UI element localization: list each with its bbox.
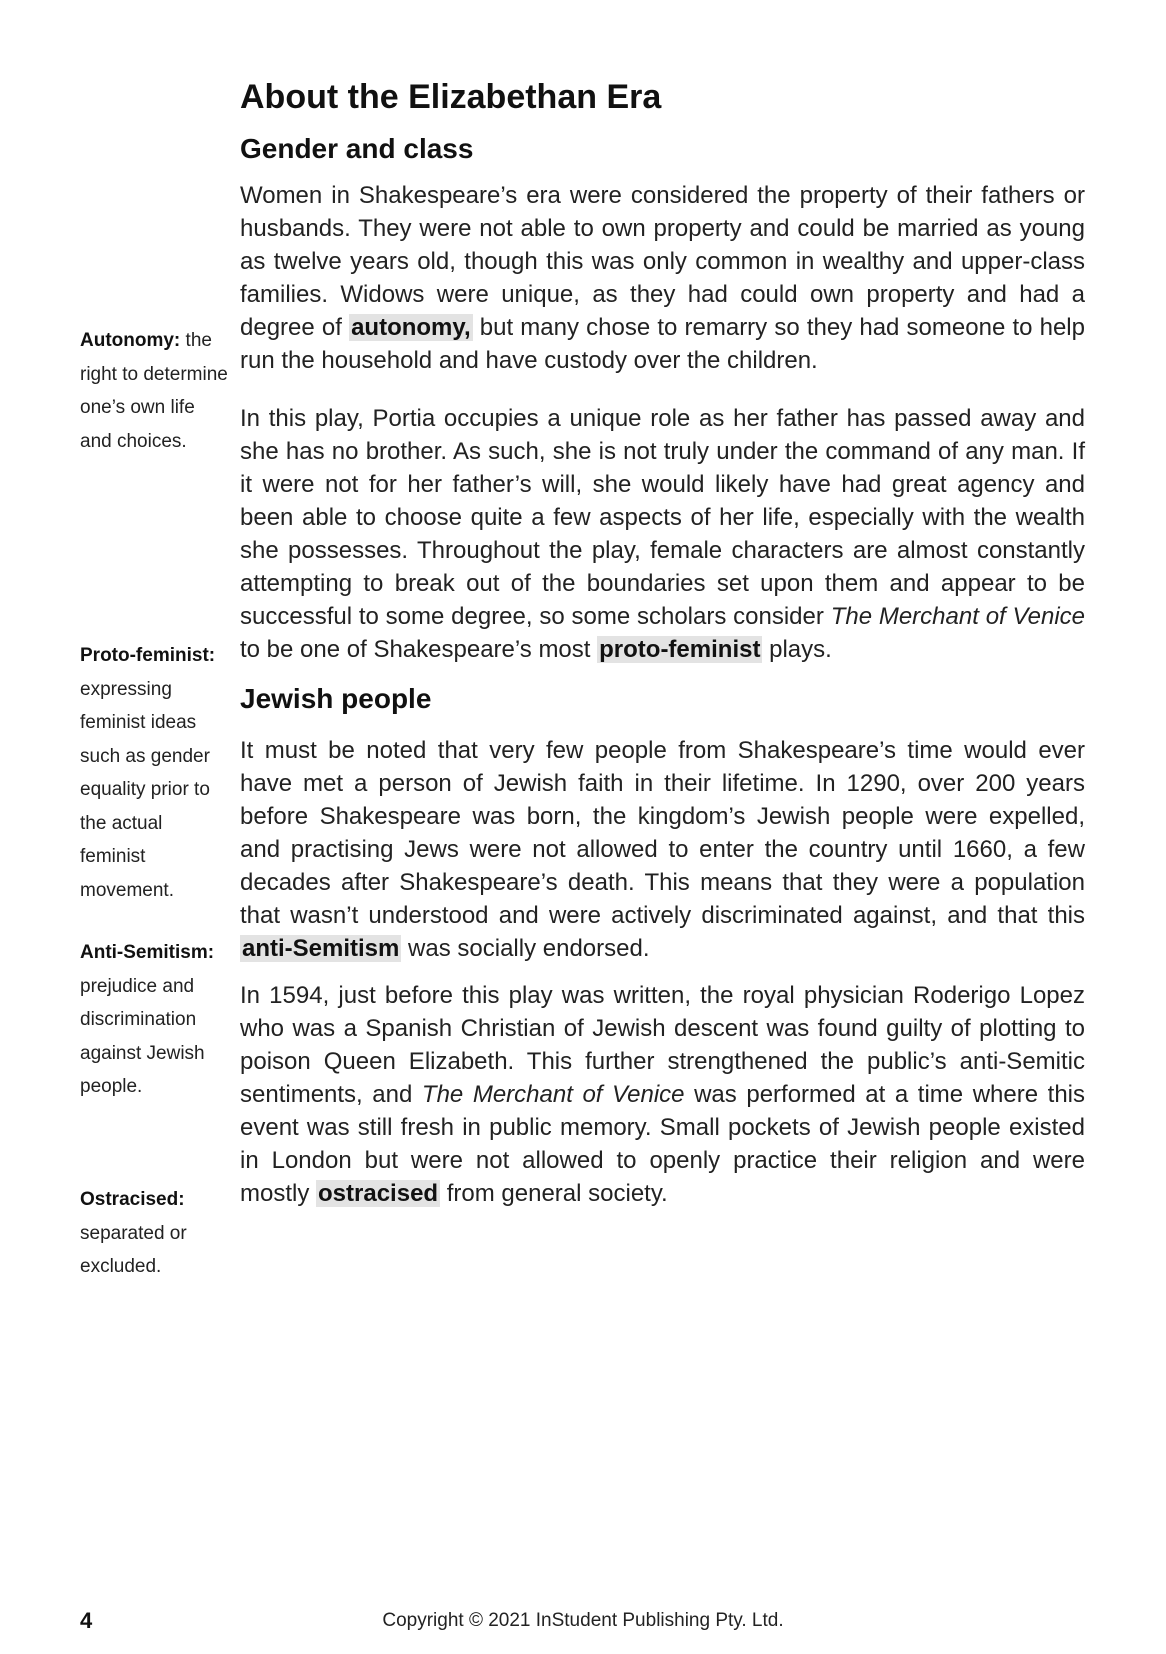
paragraph-text: was socially endorsed. xyxy=(401,935,650,962)
highlight-term-ostracised: ostracised xyxy=(318,1180,439,1207)
paragraph-text: from general society. xyxy=(440,1180,668,1207)
glossary-definition: separated or excluded. xyxy=(80,1222,187,1277)
glossary-term: Anti-Semitism: xyxy=(80,942,215,963)
play-title-italic: The Merchant of Venice xyxy=(830,603,1085,630)
paragraph-jewish-2 xyxy=(240,979,1085,1210)
page-title: About the Elizabethan Era xyxy=(240,78,662,116)
glossary-term: Ostracised: xyxy=(80,1189,185,1210)
paragraph-text: In 1594, just before this play was written, the royal physician Roderigo Lopez who was a Spanish Christian of Jewish descent was found guilty of plotting to poison Queen Elizabeth. This further strengthened the public’s anti-Semitic sentiments, and xyxy=(240,982,1085,1108)
paragraph-gender-2 xyxy=(240,402,1085,666)
section-heading-jewish-people: Jewish people xyxy=(240,683,432,714)
glossary-proto-feminist xyxy=(80,639,228,907)
section-heading-gender-and-class: Gender and class xyxy=(240,133,474,164)
glossary-ostracised xyxy=(80,1183,228,1284)
glossary-term: Autonomy: xyxy=(80,330,181,351)
copyright-footer: Copyright © 2021 InStudent Publishing Pty. Ltd. xyxy=(382,1610,784,1631)
paragraph-jewish-1 xyxy=(240,734,1085,965)
paragraph-text: to be one of Shakespeare’s most xyxy=(240,636,598,663)
glossary-definition: prejudice and discrimination against Jewish people. xyxy=(80,975,205,1097)
glossary-definition: expressing feminist ideas such as gender equality prior to the actual feminist movement. xyxy=(80,678,210,901)
paragraph-text: It must be noted that very few people from Shakespeare’s time would ever have met a person of Jewish faith in their lifetime. In 1290, over 200 years before Shakespeare was born, the kingdom’s Jewish people were expelled, and practising Jews were not allowed to enter the country until 1660, a few decades after Shakespeare’s death. This means that they were a population that wasn’t understood and were actively discriminated against, and that this xyxy=(240,737,1085,929)
highlight-term-anti-semitism: anti-Semitism xyxy=(242,935,400,962)
paragraph-text: was performed at a time where this event was still fresh in public memory. Small pockets of Jewish people existed in London but were not allowed to openly practice their religion and were mostly xyxy=(240,1081,1085,1207)
glossary-anti-semitism xyxy=(80,936,228,1104)
play-title-italic: The Merchant of Venice xyxy=(421,1081,685,1108)
paragraph-text: but many chose to remarry so they had someone to help run the household and have custody over the children. xyxy=(240,314,1085,374)
paragraph-text: plays. xyxy=(762,636,832,663)
page-number: 4 xyxy=(80,1608,93,1633)
paragraph-text: In this play, Portia occupies a unique role as her father has passed away and she has no brother. As such, she is not truly under the command of any man. If it were not for her father’s will, she would likely have had great agency and been able to choose quite a few aspects of her life, especially with the wealth she possesses. Throughout the play, female characters are almost constantly attempting to break out of the boundaries set upon them and appear to be successful to some degree, so some scholars consider xyxy=(240,405,1085,630)
glossary-definition: the right to determine one’s own life and choices. xyxy=(80,330,228,452)
highlight-term-autonomy: autonomy, xyxy=(351,314,471,341)
paragraph-text: Women in Shakespeare’s era were considered the property of their fathers or husbands. They were not able to own property and could be married as young as twelve years old, though this was only common in wealthy and upper-class families. Widows were unique, as they had could own property and had a degree of xyxy=(240,182,1085,341)
paragraph-gender-1 xyxy=(240,179,1085,377)
glossary-term: Proto-feminist: xyxy=(80,645,216,666)
highlight-term-proto-feminist: proto-feminist xyxy=(599,636,761,663)
glossary-autonomy xyxy=(80,324,228,458)
